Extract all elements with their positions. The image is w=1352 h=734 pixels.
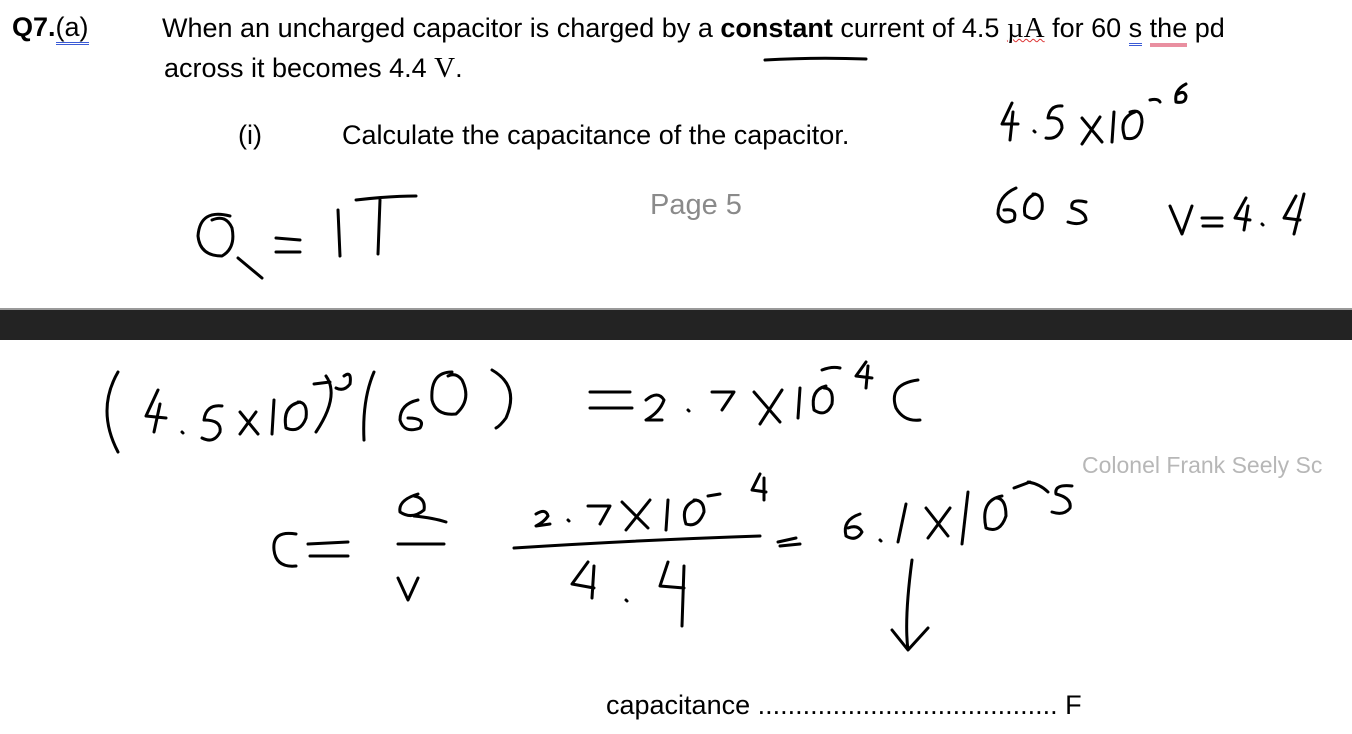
handwritten-current-value [1002,84,1186,144]
school-watermark: Colonel Frank Seely Sc [1082,452,1323,478]
handwritten-formula-charge [198,196,416,278]
part-number: (i) [238,120,262,150]
question-number: Q7.(a) [12,12,89,43]
handwritten-charge-calculation [107,362,920,452]
handwritten-voltage-value [1170,194,1304,234]
answer-line: capacitance ........................................ F [606,690,1082,720]
question-text-line-2: across it becomes 4.4 V. [164,52,463,84]
handwritten-time-value [998,188,1086,224]
page-number-label: Page 5 [650,189,742,221]
handwritten-formula-capacitance [274,494,446,600]
question-text-line-1: When an uncharged capacitor is charged by a constant current of 4.5 µA for 60 s the pd [162,12,1225,45]
handwritten-capacitance-calculation [514,474,1072,650]
part-question-text: Calculate the capacitance of the capacitor. [342,120,850,150]
